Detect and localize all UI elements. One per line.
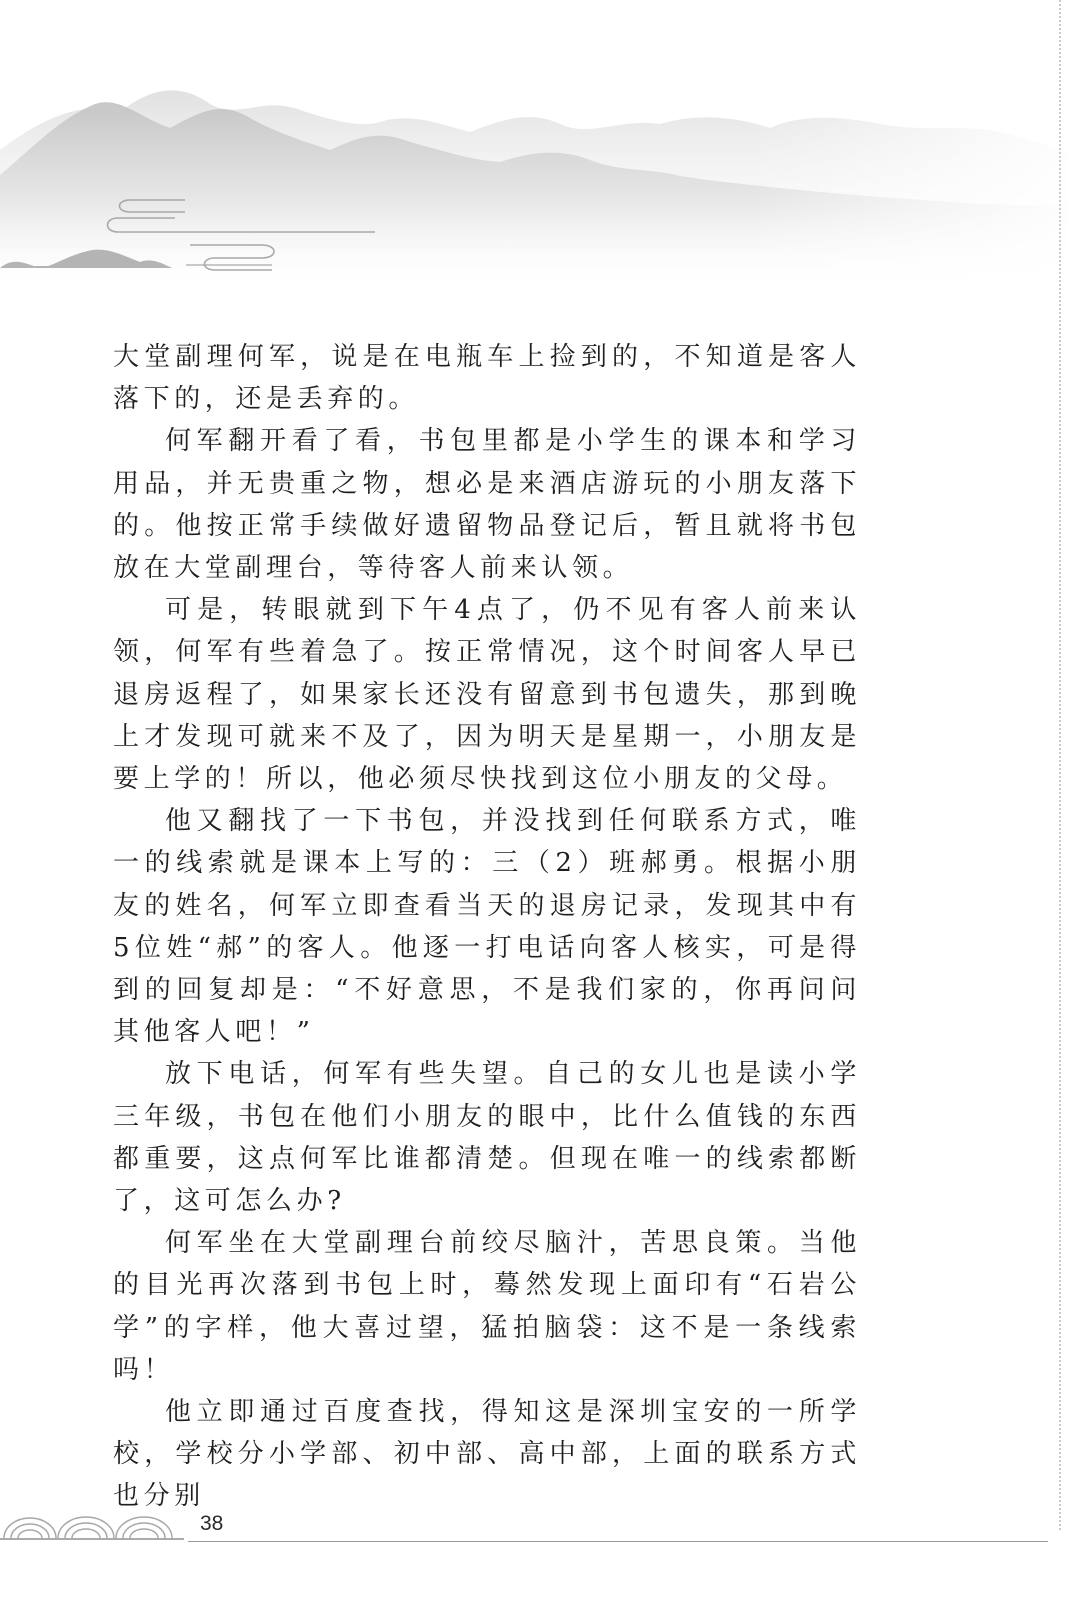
ink-mountain-header (0, 0, 1067, 290)
paragraph-5: 放下电话，何军有些失望。自己的女儿也是读小学三年级，书包在他们小朋友的眼中，比什么值钱的东西都重要，这点何军比谁都清楚。但现在唯一的线索都断了，这可怎么办? (113, 1059, 861, 1217)
paragraph-6: 何军坐在大堂副理台前绞尽脑汁，苦思良策。当他的目光再次落到书包上时，蓦然发现上面印有“石岩公学”的字样，他大喜过望，猛拍脑袋：这不是一条线索吗！ (113, 1228, 861, 1385)
paragraph-1: 大堂副理何军，说是在电瓶车上捡到的，不知道是客人落下的，还是丢弃的。 (113, 342, 861, 415)
wave-ornament (0, 1508, 185, 1542)
page-edge-dotted-line (1059, 0, 1061, 1530)
page-number: 38 (200, 1512, 224, 1535)
paragraph-7: 他立即通过百度查找，得知这是深圳宝安的一所学校，学校分小学部、初中部、高中部，上面的联系方式也分别 (113, 1397, 861, 1512)
paragraph-4: 他又翻找了一下书包，并没找到任何联系方式，唯一的线索就是课本上写的：三（2）班郝勇。根据小朋友的姓名，何军立即查看当天的退房记录，发现其中有5位姓“郝”的客人。他逐一打电话向客人核实，可是得到的回复却是：“不好意思，不是我们家的，你再问问其他客人吧！” (113, 806, 861, 1048)
paragraph-2: 何军翻开看了看，书包里都是小学生的课本和学习用品，并无贵重之物，想必是来酒店游玩的小朋友落下的。他按正常手续做好遗留物品登记后，暂且就将书包放在大堂副理台，等待客人前来认领。 (113, 426, 861, 584)
paragraph-3: 可是，转眼就到下午4点了，仍不见有客人前来认领，何军有些着急了。按正常情况，这个时间客人早已退房返程了，如果家长还没有留意到书包遗失，那到晚上才发现可就来不及了，因为明天是星期一，小朋友是要上学的！所以，他必须尽快找到这位小朋友的父母。 (113, 595, 861, 795)
footer-rule (188, 1541, 1048, 1542)
body-text (113, 336, 861, 1518)
